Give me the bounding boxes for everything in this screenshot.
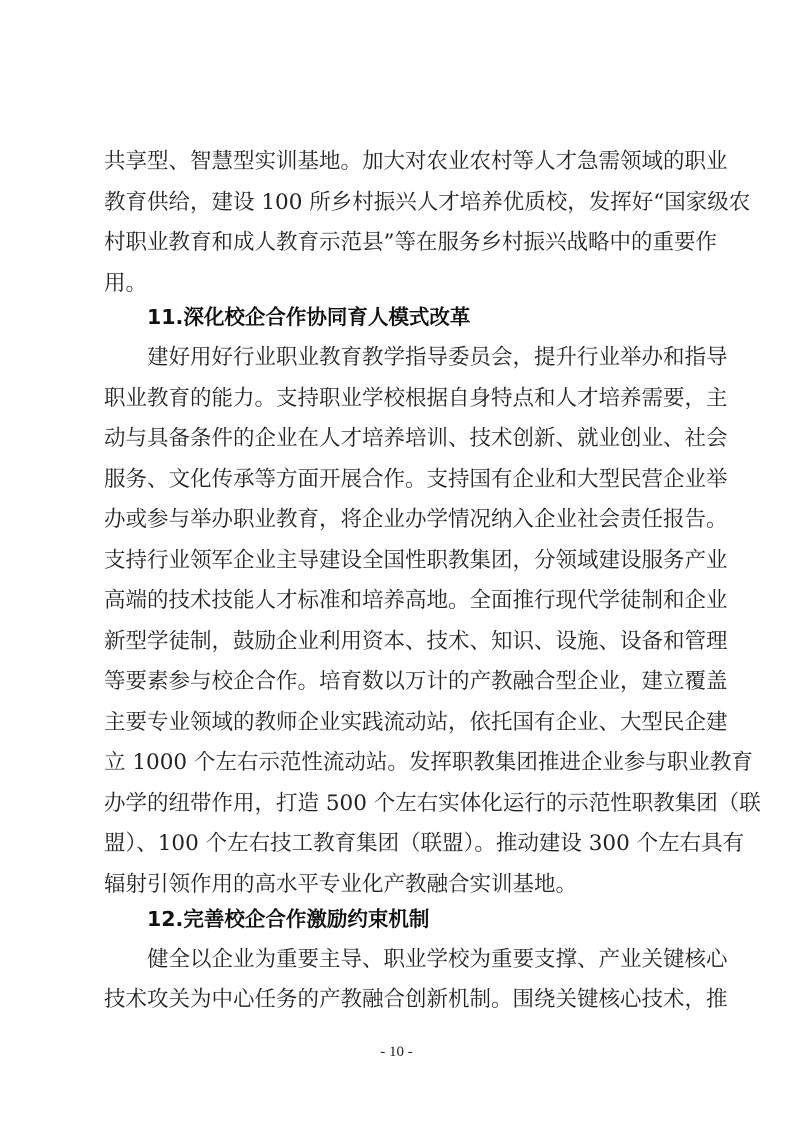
paragraph-line: 村职业教育和成人教育示范县”等在服务乡村振兴战略中的重要作 (104, 230, 717, 255)
paragraph-line: 立 1000 个左右示范性流动站。发挥职教集团推进企业参与职业教育 (104, 750, 753, 775)
paragraph-line: 用。 (104, 271, 148, 296)
section-heading: 12.完善校企合作激励约束机制 (147, 907, 430, 931)
paragraph-line: 健全以企业为重要主导、职业学校为重要支撑、产业关键核心 (147, 947, 728, 972)
paragraph-line: 办学的纽带作用，打造 500 个左右实体化运行的示范性职教集团（联 (104, 791, 761, 816)
paragraph-line: 动与具备条件的企业在人才培养培训、技术创新、就业创业、社会 (104, 426, 728, 451)
body-text (104, 0, 761, 1012)
paragraph-line: 主要专业领域的教师企业实践流动站，依托国有企业、大型民企建 (104, 710, 728, 735)
paragraph-line: 教育供给，建设 100 所乡村振兴人才培养优质校，发挥好“国家级农 (104, 190, 751, 215)
paragraph-line: 办或参与举办职业教育，将企业办学情况纳入企业社会责任报告。 (104, 507, 728, 532)
page-number: - 10 - (380, 1044, 413, 1060)
paragraph-line: 等要素参与校企合作。培育数以万计的产教融合型企业，建立覆盖 (104, 669, 728, 694)
paragraph-line: 技术攻关为中心任务的产教融合创新机制。围绕关键核心技术，推 (104, 987, 728, 1012)
paragraph-line: 高端的技术技能人才标准和培养高地。全面推行现代学徒制和企业 (104, 588, 728, 613)
paragraph-line: 支持行业领军企业主导建设全国性职教集团，分领域建设服务产业 (104, 548, 728, 573)
paragraph-line: 服务、文化传承等方面开展合作。支持国有企业和大型民营企业举 (104, 467, 728, 492)
paragraph-line: 建好用好行业职业教育教学指导委员会，提升行业举办和指导 (147, 345, 728, 370)
paragraph-line: 辐射引领作用的高水平专业化产教融合实训基地。 (104, 872, 578, 897)
section-heading: 11.深化校企合作协同育人模式改革 (147, 305, 471, 329)
paragraph-line: 共享型、智慧型实训基地。加大对农业农村等人才急需领域的职业 (104, 149, 728, 174)
paragraph-line: 盟）、100 个左右技工教育集团（联盟）。推动建设 300 个左右具有 (104, 831, 745, 856)
paragraph-line: 职业教育的能力。支持职业学校根据自身特点和人才培养需要，主 (104, 386, 728, 411)
paragraph-line: 新型学徒制，鼓励企业利用资本、技术、知识、设施、设备和管理 (104, 629, 728, 654)
